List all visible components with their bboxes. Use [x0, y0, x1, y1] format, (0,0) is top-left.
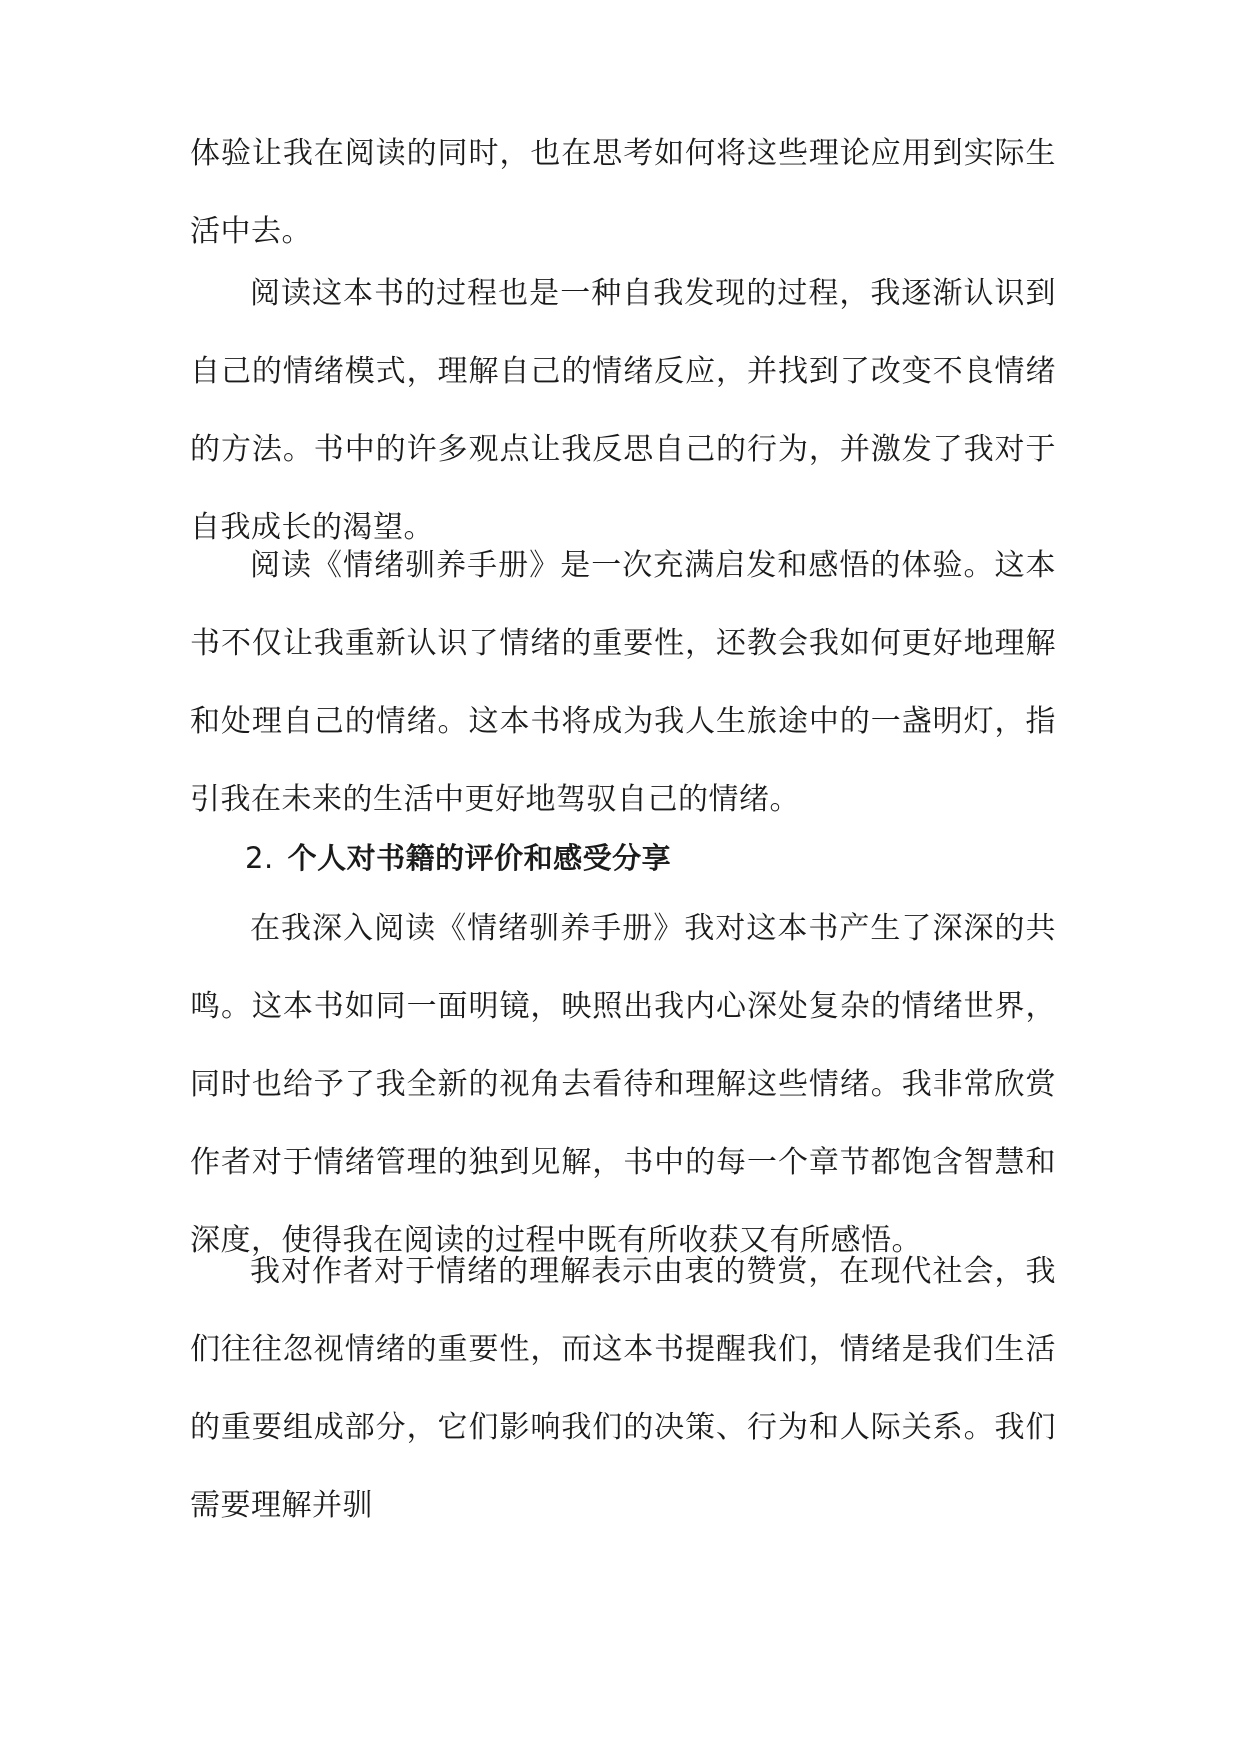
section-number: 2. [245, 841, 274, 875]
paragraph-appreciation: 我对作者对于情绪的理解表示由衷的赞赏，在现代社会，我们往往忽视情绪的重要性，而这本书提醒我们，情绪是我们生活的重要组成部分，它们影响我们的决策、行为和人际关系。我们需要理解并驯 [190, 1254, 1056, 1523]
paragraph-self-discovery: 阅读这本书的过程也是一种自我发现的过程，我逐渐认识到自己的情绪模式，理解自己的情绪反应，并找到了改变不良情绪的方法。书中的许多观点让我反思自己的行为，并激发了我对于自我成长的渴望。 [190, 276, 1056, 545]
paragraph-continuation: 体验让我在阅读的同时，也在思考如何将这些理论应用到实际生活中去。 [190, 136, 1056, 249]
paragraph-resonance: 在我深入阅读《情绪驯养手册》我对这本书产生了深深的共鸣。这本书如同一面明镜，映照出我内心深处复杂的情绪世界，同时也给予了我全新的视角去看待和理解这些情绪。我非常欣赏作者对于情绪管理的独到见解，书中的每一个章节都饱含智慧和深度，使得我在阅读的过程中既有所收获又有所感悟。 [190, 911, 1056, 1258]
section-heading [245, 838, 671, 878]
section-title: 个人对书籍的评价和感受分享 [287, 841, 672, 875]
paragraph-summary: 阅读《情绪驯养手册》是一次充满启发和感悟的体验。这本书不仅让我重新认识了情绪的重要性，还教会我如何更好地理解和处理自己的情绪。这本书将成为我人生旅途中的一盏明灯，指引我在未来的生活中更好地驾驭自己的情绪。 [190, 548, 1056, 817]
